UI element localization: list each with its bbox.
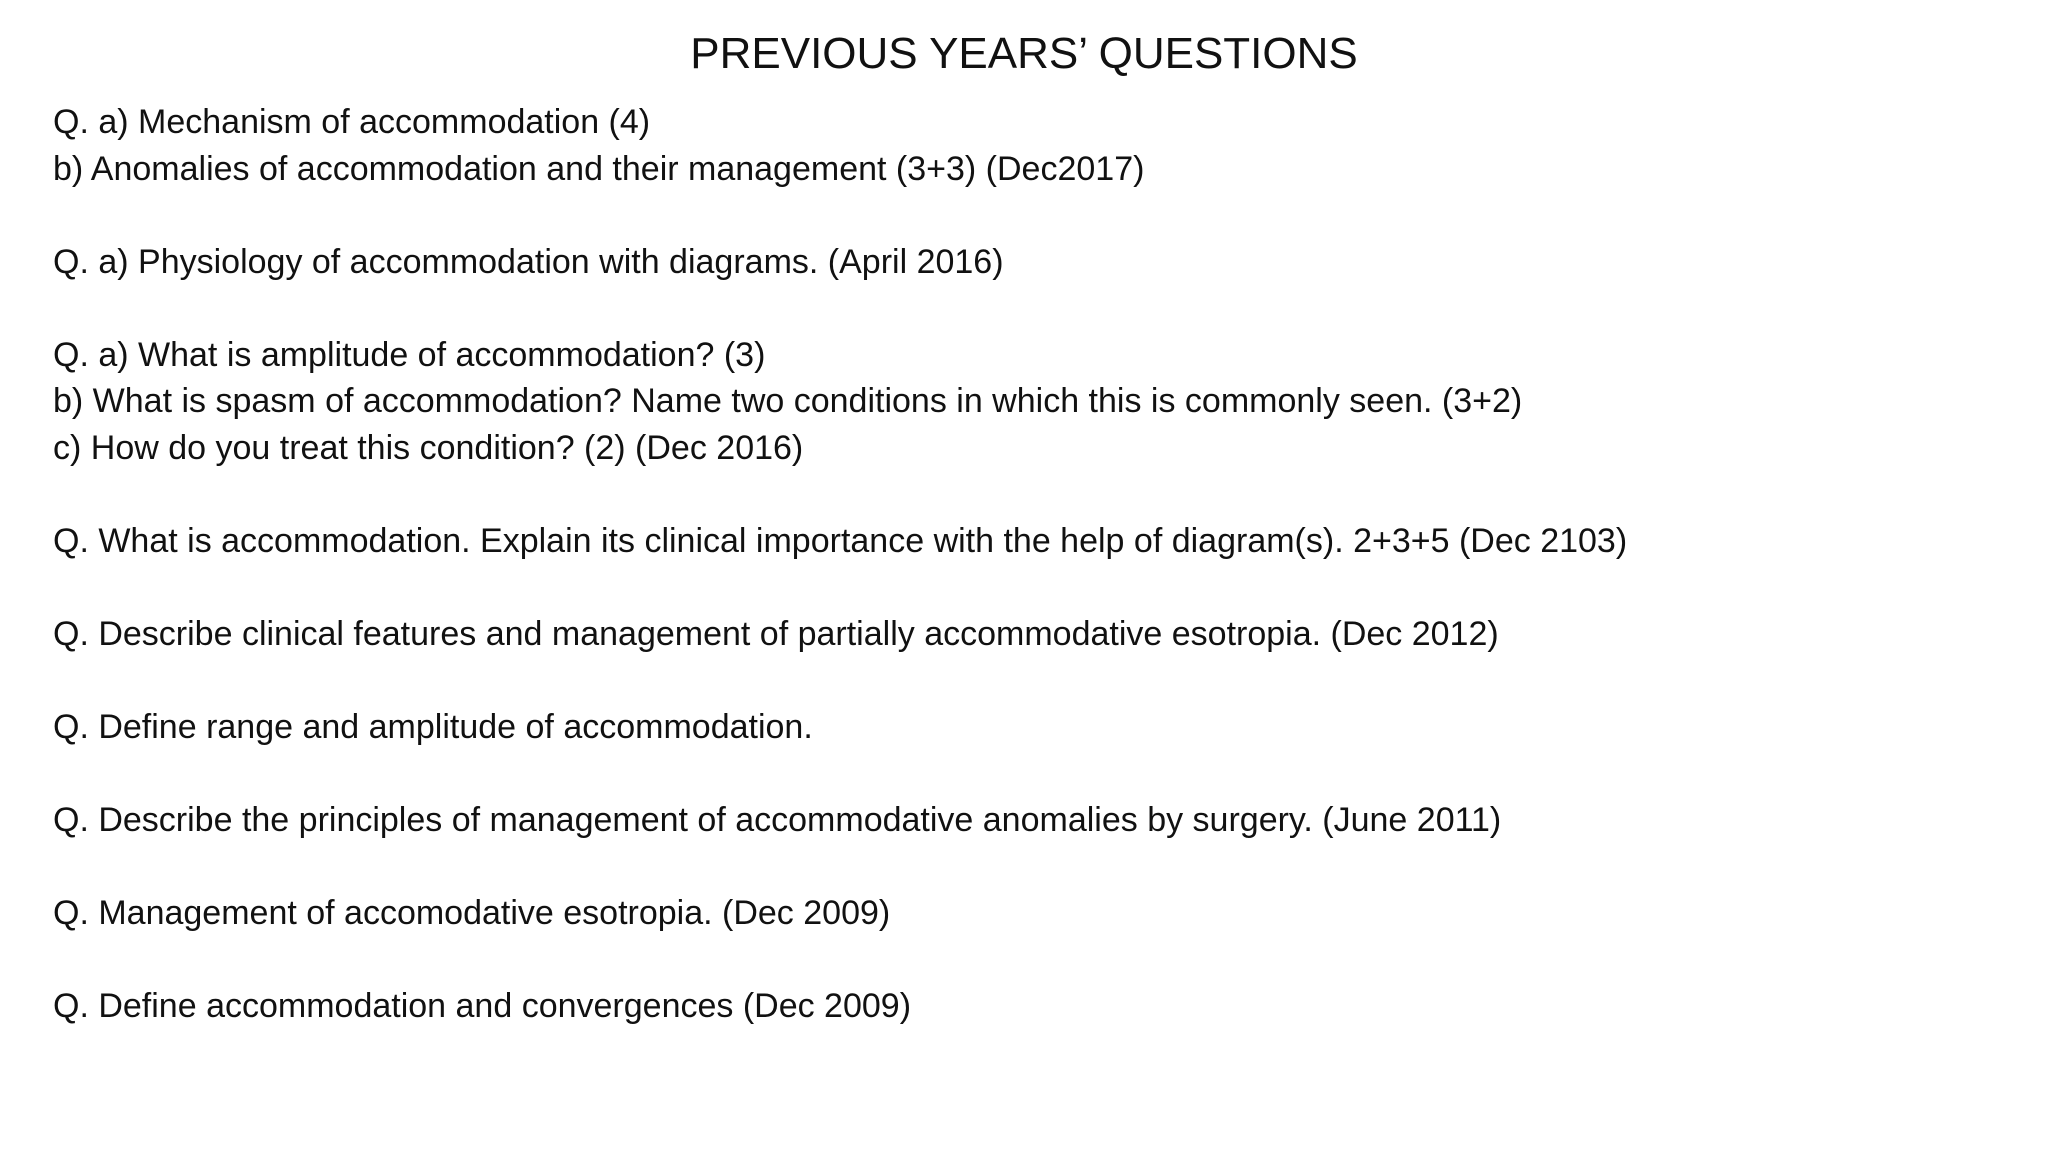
question-9-line-1: Q. Define accommodation and convergences (Dec 2009) bbox=[53, 986, 912, 1025]
question-7-line-1: Q. Describe the principles of management of accommodative anomalies by surgery. (June 2011) bbox=[53, 800, 1502, 839]
question-2 bbox=[53, 239, 2003, 286]
question-4-line-1: Q. What is accommodation. Explain its clinical importance with the help of diagram(s). 2+3+5 (Dec 2103) bbox=[53, 521, 1628, 560]
question-8-line-1: Q. Management of accomodative esotropia. (Dec 2009) bbox=[53, 893, 891, 932]
question-5 bbox=[53, 611, 2003, 658]
question-5-line-1: Q. Describe clinical features and management of partially accommodative esotropia. (Dec 2012) bbox=[53, 614, 1499, 653]
question-4 bbox=[53, 518, 2003, 565]
question-8 bbox=[53, 890, 2003, 937]
question-2-line-1: Q. a) Physiology of accommodation with diagrams. (April 2016) bbox=[53, 242, 1004, 281]
question-6 bbox=[53, 704, 2003, 751]
question-list bbox=[53, 99, 2003, 1029]
question-1-line-2: b) Anomalies of accommodation and their management (3+3) (Dec2017) bbox=[53, 149, 1145, 188]
question-1 bbox=[53, 99, 2003, 192]
question-6-line-1: Q. Define range and amplitude of accommodation. bbox=[53, 707, 813, 746]
question-3 bbox=[53, 332, 2003, 472]
slide-title: PREVIOUS YEARS’ QUESTIONS bbox=[690, 29, 1358, 78]
question-7 bbox=[53, 797, 2003, 844]
question-1-line-1: Q. a) Mechanism of accommodation (4) bbox=[53, 103, 651, 141]
question-3-line-2: b) What is spasm of accommodation? Name two conditions in which this is commonly seen. (3+2) bbox=[53, 382, 1523, 420]
question-3-line-3: c) How do you treat this condition? (2) (Dec 2016) bbox=[53, 428, 804, 467]
question-3-line-1: Q. a) What is amplitude of accommodation? (3) bbox=[53, 335, 766, 374]
question-9 bbox=[53, 983, 2003, 1030]
